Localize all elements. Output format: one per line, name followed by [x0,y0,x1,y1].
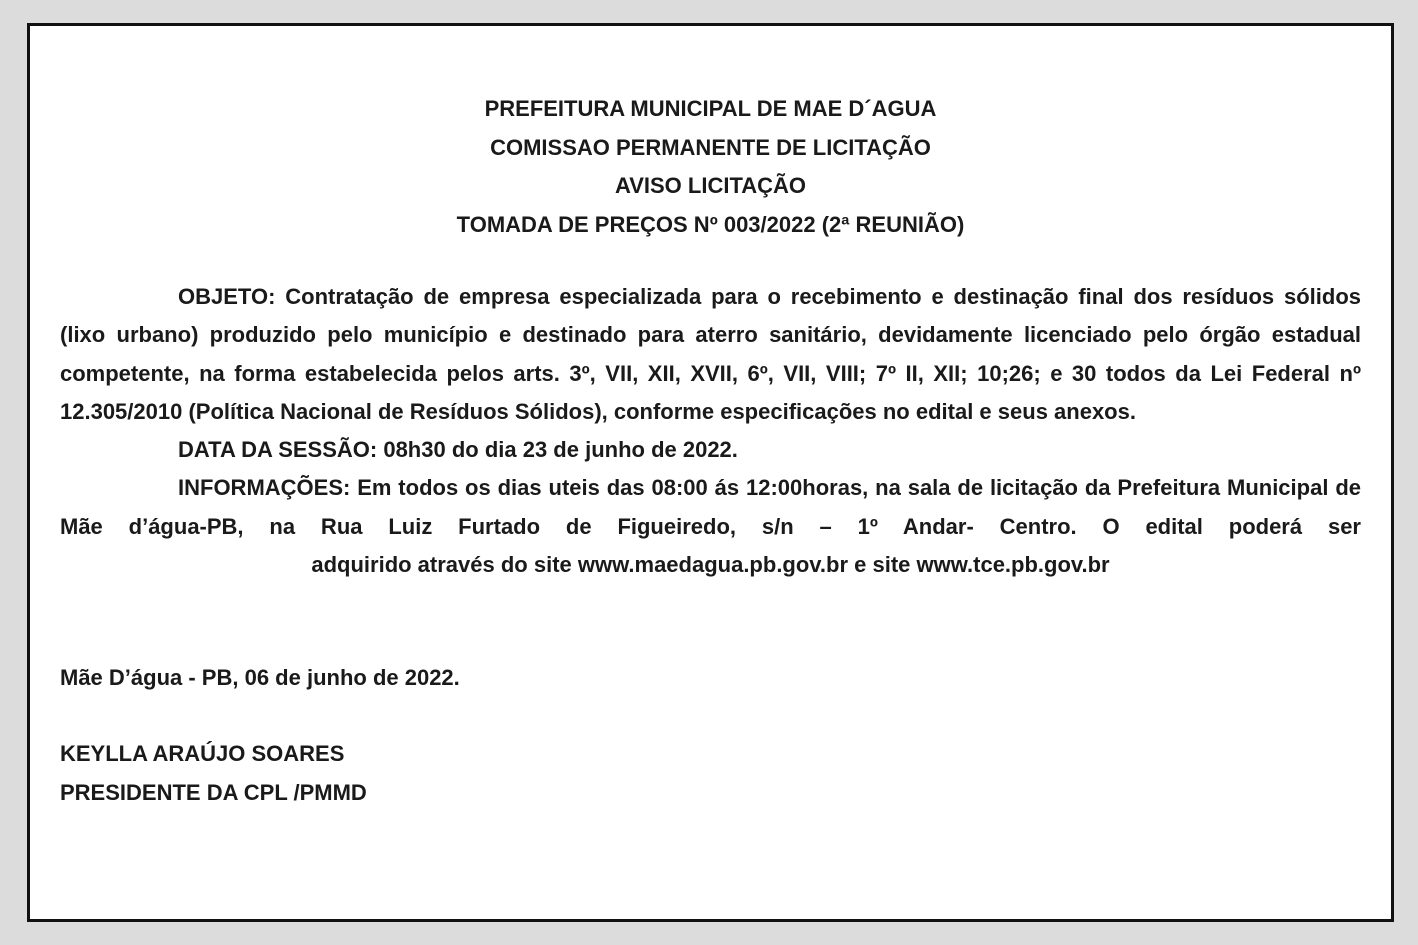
notice-frame [27,23,1394,922]
notice-header [30,90,1391,244]
header-line-municipality: PREFEITURA MUNICIPAL DE MAE D´AGUA [484,96,937,121]
session-date-paragraph: DATA DA SESSÃO: 08h30 do dia 23 de junho de 2022. [178,437,738,463]
header-line-commission: COMISSAO PERMANENTE DE LICITAÇÃO [490,134,931,160]
place-and-date: Mãe D’água - PB, 06 de junho de 2022. [60,665,460,690]
information-paragraph-last-line: adquirido através do site www.maedagua.pb.gov.br e site www.tce.pb.gov.br [311,552,1110,578]
header-line-process-number: TOMADA DE PREÇOS Nº 003/2022 (2ª REUNIÃO) [456,211,965,237]
notice-body [60,278,1361,584]
information-paragraph: INFORMAÇÕES: Em todos os dias uteis das 08:00 ás 12:00horas, na sala de licitação da Prefeitura Municipal de Mãe d’água-PB, na Rua Luiz Furtado de Figueiredo, s/n – 1º Andar- Centro. O edital poderá ser [60,475,1361,539]
signature-block [60,734,367,812]
header-line-notice-type: AVISO LICITAÇÃO [614,173,807,198]
objeto-paragraph: OBJETO: Contratação de empresa especializada para o recebimento e destinação final dos resíduos sólidos (lixo urbano) produzido pelo município e destinado para aterro sanitário, devidamente licenciado pelo órgão estadual competente, na forma estabelecida pelos arts. 3º, VII, XII, XVII, 6º, VII, VIII; 7º II, XII; 10;26; e 30 todos da Lei Federal nº 12.305/2010 (Política Nacional de Resíduos Sólidos), conforme especificações no edital e seus anexos. [60,284,1361,424]
signatory-role: PRESIDENTE DA CPL /PMMD [60,780,367,805]
signatory-name: KEYLLA ARAÚJO SOARES [60,741,345,766]
